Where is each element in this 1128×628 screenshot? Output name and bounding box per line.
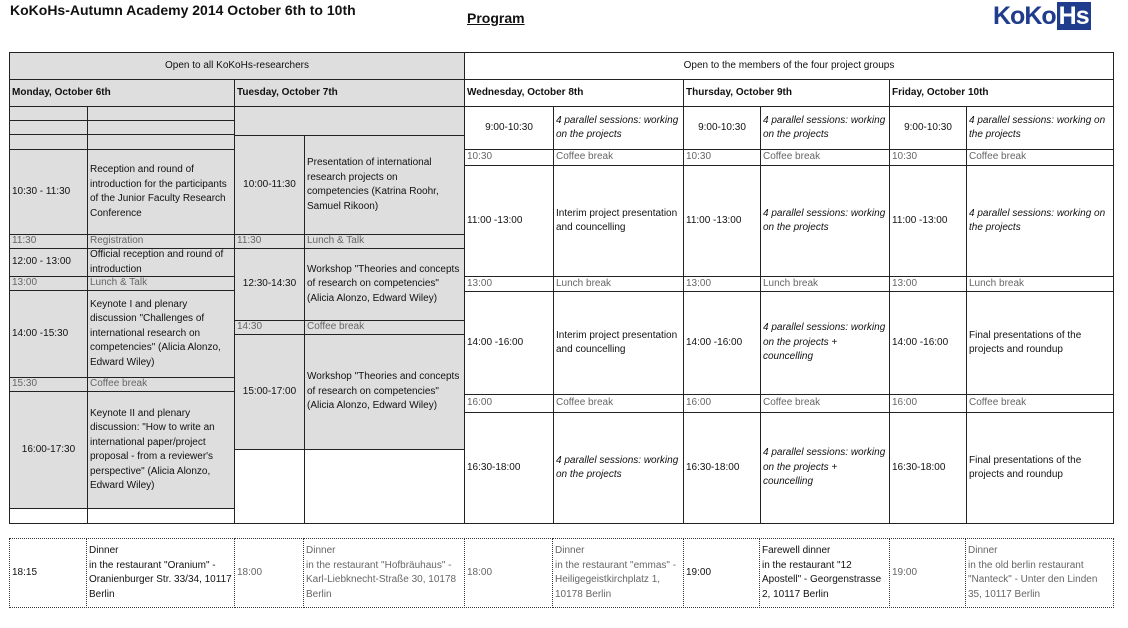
day-header-tuesday: Tuesday, October 7th: [234, 79, 465, 107]
monday-time: 13:00: [9, 276, 88, 291]
monday-session: Lunch & Talk: [87, 276, 235, 291]
monday-empty-cell: [9, 106, 88, 121]
dinner-time-monday: 18:15: [9, 538, 87, 608]
friday-session: 4 parallel sessions: working on the projects: [966, 165, 1114, 277]
monday-empty-cell: [9, 134, 88, 150]
day-header-thursday: Thursday, October 9th: [683, 79, 890, 107]
tuesday-session: Workshop "Theories and concepts of research on competencies" (Alicia Alonzo, Edward Wiley): [304, 334, 465, 450]
monday-time: 14:00 -15:30: [9, 290, 88, 378]
monday-empty-cell: [9, 508, 88, 524]
monday-time: 16:00-17:30: [9, 391, 88, 509]
monday-session: Keynote I and plenary discussion "Challenges of international research on competencies" (Alicia Alonzo, Edward Wiley): [87, 290, 235, 378]
section-open-all: Open to all KoKoHs-researchers: [9, 52, 465, 80]
friday-time: 9:00-10:30: [889, 106, 967, 150]
program-heading: Program: [467, 10, 525, 26]
wednesday-session: Coffee break: [553, 394, 684, 413]
dinner-label: Dinner: [89, 545, 119, 556]
thursday-time: 10:30: [683, 149, 761, 166]
monday-empty-cell: [87, 106, 235, 121]
tuesday-session: Lunch & Talk: [304, 234, 465, 249]
section-project-groups: Open to the members of the four project groups: [464, 52, 1114, 80]
monday-empty-cell: [87, 508, 235, 524]
page-title: KoKoHs-Autumn Academy 2014 October 6th to 10th: [10, 2, 356, 18]
wednesday-session: Interim project presentation and councelling: [553, 165, 684, 277]
tuesday-time: 11:30: [234, 234, 305, 249]
tuesday-empty-cell: [234, 106, 465, 136]
dinner-label: Dinner: [555, 545, 585, 556]
wednesday-session: 4 parallel sessions: working on the projects: [553, 106, 684, 150]
tuesday-empty-cell: [304, 449, 465, 524]
tuesday-session: Presentation of international research projects on competencies (Katrina Roohr, Samuel Rikoon): [304, 135, 465, 235]
monday-empty-cell: [87, 134, 235, 150]
friday-session: Coffee break: [966, 149, 1114, 166]
tuesday-empty-cell: [234, 449, 305, 524]
dinner-label: Dinner: [306, 545, 336, 556]
tuesday-time: 12:30-14:30: [234, 248, 305, 321]
thursday-session: Coffee break: [760, 394, 890, 413]
dinner-time-tuesday: 18:00: [234, 538, 304, 608]
thursday-session: 4 parallel sessions: working on the projects: [760, 106, 890, 150]
dinner-monday: [86, 538, 235, 608]
wednesday-session: Interim project presentation and councelling: [553, 291, 684, 395]
friday-time: 11:00 -13:00: [889, 165, 967, 277]
day-header-monday: Monday, October 6th: [9, 79, 235, 107]
friday-time: 14:00 -16:00: [889, 291, 967, 395]
logo-box-text: Hs: [1058, 2, 1089, 30]
thursday-time: 13:00: [683, 276, 761, 292]
wednesday-time: 9:00-10:30: [464, 106, 554, 150]
day-header-wednesday: Wednesday, October 8th: [464, 79, 684, 107]
wednesday-time: 16:30-18:00: [464, 412, 554, 524]
friday-session: Final presentations of the projects and roundup: [966, 291, 1114, 395]
dinner-venue: in the restaurant "emmas" - Heiligegeistkirchplatz 1, 10178 Berlin: [555, 559, 677, 600]
dinner-time-friday: 19:00: [889, 538, 966, 608]
monday-session: Official reception and round of introduction: [87, 248, 235, 277]
friday-session: Coffee break: [966, 394, 1114, 413]
tuesday-time: 10:00-11:30: [234, 135, 305, 235]
friday-session: Final presentations of the projects and roundup: [966, 412, 1114, 524]
tuesday-time: 15:00-17:00: [234, 334, 305, 450]
monday-time: 15:30: [9, 377, 88, 392]
thursday-session: 4 parallel sessions: working on the projects + councelling: [760, 412, 890, 524]
day-header-friday: Friday, October 10th: [889, 79, 1114, 107]
thursday-time: 9:00-10:30: [683, 106, 761, 150]
monday-session: Keynote II and plenary discussion: "How to write an international paper/project proposal - from a reviewer's perspective" (Alicia Alonzo, Edward Wiley): [87, 391, 235, 509]
thursday-time: 16:30-18:00: [683, 412, 761, 524]
monday-empty-cell: [9, 120, 88, 135]
friday-time: 16:00: [889, 394, 967, 413]
wednesday-time: 11:00 -13:00: [464, 165, 554, 277]
monday-session: Reception and round of introduction for the participants of the Junior Faculty Research Conference: [87, 149, 235, 235]
kokohs-logo: [993, 2, 1111, 30]
thursday-session: 4 parallel sessions: working on the projects: [760, 165, 890, 277]
wednesday-time: 16:00: [464, 394, 554, 413]
monday-time: 10:30 - 11:30: [9, 149, 88, 235]
dinner-label: Farewell dinner: [762, 545, 831, 556]
dinner-venue: in the old berlin restaurant "Nanteck" - Unter den Linden 35, 10117 Berlin: [968, 559, 1098, 600]
monday-empty-cell: [87, 120, 235, 135]
dinner-venue: in the restaurant "12 Apostell" - Georgenstrasse 2, 10117 Berlin: [762, 559, 882, 600]
dinner-wednesday: [552, 538, 684, 608]
logo-text: KoKo: [993, 2, 1056, 30]
tuesday-session: Workshop "Theories and concepts of research on competencies" (Alicia Alonzo, Edward Wiley): [304, 248, 465, 321]
tuesday-time: 14:30: [234, 320, 305, 335]
friday-session: Lunch break: [966, 276, 1114, 292]
friday-time: 16:30-18:00: [889, 412, 967, 524]
wednesday-session: Coffee break: [553, 149, 684, 166]
wednesday-time: 10:30: [464, 149, 554, 166]
thursday-time: 14:00 -16:00: [683, 291, 761, 395]
dinner-tuesday: [303, 538, 465, 608]
friday-session: 4 parallel sessions: working on the projects: [966, 106, 1114, 150]
friday-time: 10:30: [889, 149, 967, 166]
monday-session: Registration: [87, 234, 235, 249]
dinner-venue: in the restaurant "Oranium" - Oranienburger Str. 33/34, 10117 Berlin: [89, 559, 232, 600]
dinner-label: Dinner: [968, 545, 998, 556]
thursday-time: 16:00: [683, 394, 761, 413]
dinner-venue: in the restaurant "Hofbräuhaus" - Karl-Liebknecht-Straße 30, 10178 Berlin: [306, 559, 457, 600]
wednesday-session: Lunch break: [553, 276, 684, 292]
wednesday-time: 14:00 -16:00: [464, 291, 554, 395]
dinner-time-wednesday: 18:00: [464, 538, 553, 608]
monday-session: Coffee break: [87, 377, 235, 392]
tuesday-session: Coffee break: [304, 320, 465, 335]
wednesday-time: 13:00: [464, 276, 554, 292]
wednesday-session: 4 parallel sessions: working on the projects: [553, 412, 684, 524]
monday-time: 12:00 - 13:00: [9, 248, 88, 277]
thursday-session: Lunch break: [760, 276, 890, 292]
monday-time: 11:30: [9, 234, 88, 249]
friday-time: 13:00: [889, 276, 967, 292]
thursday-session: Coffee break: [760, 149, 890, 166]
dinner-friday: [965, 538, 1114, 608]
dinner-thursday: [759, 538, 890, 608]
dinner-time-thursday: 19:00: [683, 538, 760, 608]
thursday-session: 4 parallel sessions: working on the projects + councelling: [760, 291, 890, 395]
thursday-time: 11:00 -13:00: [683, 165, 761, 277]
